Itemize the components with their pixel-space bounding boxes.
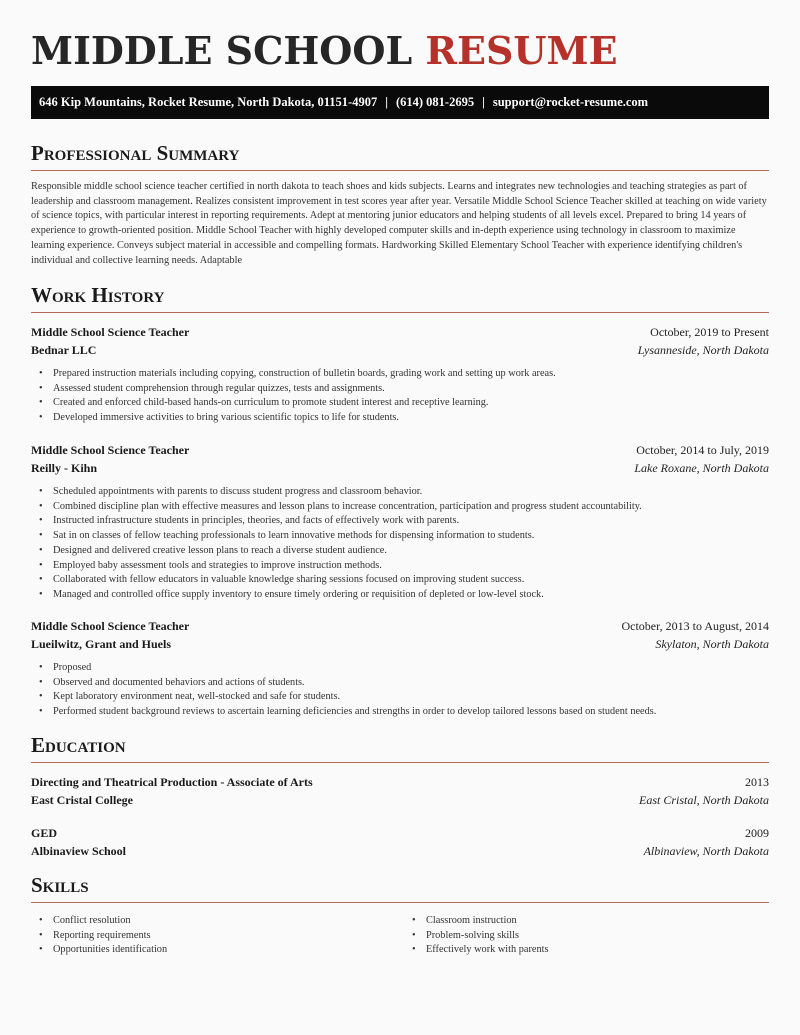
list-item: • Observed and documented behaviors and actions of students. (53, 676, 769, 691)
job-location: Skylaton, North Dakota (655, 637, 769, 651)
job-employer-row (31, 341, 769, 359)
list-item: • Designed and delivered creative lesson plans to reach a diverse student audience. (53, 544, 769, 559)
list-item: • Managed and controlled office supply inventory to ensure timely ordering or requisition of depleted or low-level stock. (53, 588, 769, 603)
job-dates: October, 2014 to July, 2019 (636, 443, 769, 457)
name-accent: RESUME (425, 28, 618, 73)
list-item: • Conflict resolution (53, 914, 391, 929)
job-role: Middle School Science Teacher (31, 619, 190, 633)
job-dates: October, 2013 to August, 2014 (621, 619, 769, 633)
section-title-education: Education (31, 732, 769, 763)
education-school-row (31, 842, 769, 860)
education-location: Albinaview, North Dakota (643, 844, 769, 858)
list-item: • Developed immersive activities to bring various scientific topics to life for students. (53, 411, 769, 426)
list-item: • Opportunities identification (53, 943, 391, 958)
list-item: • Kept laboratory environment neat, well-stocked and safe for students. (53, 690, 769, 705)
contact-separator: | (482, 95, 485, 109)
education-school-row (31, 791, 769, 809)
list-item: • Reporting requirements (53, 929, 391, 944)
name-first: MIDDLE SCHOOL (31, 28, 413, 73)
list-item: • Instructed infrastructure students in principles, theories, and facts of effectively work with parents. (53, 514, 769, 529)
education-school: Albinaview School (31, 844, 127, 858)
job-employer: Reilly - Kihn (31, 461, 98, 475)
list-item: • Prepared instruction materials including copying, construction of bulletin boards, grading work and setting up work areas. (53, 367, 769, 382)
education-year: 2013 (745, 775, 769, 789)
list-item: • Effectively work with parents (426, 943, 769, 958)
contact-email[interactable]: support@rocket-resume.com (492, 95, 649, 109)
skills-list-right (404, 914, 769, 958)
job-employer-row (31, 635, 769, 653)
list-item: • Proposed (53, 661, 769, 676)
section-title-skills: Skills (31, 872, 769, 903)
education-header (31, 824, 769, 842)
list-item: • Collaborated with fellow educators in valuable knowledge sharing sessions focused on improving student success. (53, 573, 769, 588)
list-item: • Created and enforced child-based hands-on curriculum to promote student interest and receptive learning. (53, 396, 769, 411)
job-header (31, 323, 769, 341)
summary-text: Responsible middle school science teacher certified in north dakota to teach shoes and kids subjects. Learns and integrates new technologies and teaching strategies as part of leadership and classroom management. Realizes consistent improvement in test scores year after year. Versatile Middle School Science Teacher skilled at teaching on wide variety of science topics, with particular interest in reporting requirements. Adept at mentoring junior educators and helping students of all levels excel. Prepared to bring 14 years of experience to growth-oriented position. Middle School Teacher with highly developed computer skills and in-depth experience using technology in classroom to maximize learning experience. Conveys subject material in accessible and compelling formats. Hardworking Skilled Elementary School Teacher with experience identifying children's individual and collective learning needs. Adaptable (31, 181, 767, 266)
job-location: Lake Roxane, North Dakota (634, 461, 769, 475)
contact-phone[interactable]: (614) 081-2695 (395, 95, 475, 109)
education-degree: Directing and Theatrical Production - Associate of Arts (31, 775, 313, 789)
job-header (31, 617, 769, 635)
job-role: Middle School Science Teacher (31, 325, 190, 339)
job-dates: October, 2019 to Present (650, 325, 769, 339)
job-location: Lysanneside, North Dakota (637, 343, 769, 357)
education-year: 2009 (745, 826, 769, 840)
job-bullets (31, 367, 769, 426)
list-item: • Assessed student comprehension through regular quizzes, tests and assignments. (53, 382, 769, 397)
skills-list-left (31, 914, 391, 958)
job-employer: Bednar LLC (31, 343, 97, 357)
list-item: • Employed baby assessment tools and strategies to improve instruction methods. (53, 559, 769, 574)
list-item: • Performed student background reviews to ascertain learning deficiencies and strengths in order to develop tailored lessons based on student needs. (53, 705, 769, 720)
section-title-work-history: Work History (31, 282, 769, 313)
contact-separator: | (385, 95, 388, 109)
job-bullets (31, 661, 769, 720)
education-degree: GED (31, 826, 58, 840)
list-item: • Combined discipline plan with effective measures and lesson plans to increase concentration, participation and progress student accountability. (53, 500, 769, 515)
list-item: • Problem-solving skills (426, 929, 769, 944)
contact-address: 646 Kip Mountains, Rocket Resume, North Dakota, 01151-4907 (39, 95, 378, 109)
resume-name (31, 28, 618, 74)
education-header (31, 773, 769, 791)
job-employer: Lueilwitz, Grant and Huels (31, 637, 172, 651)
job-bullets (31, 485, 769, 603)
job-employer-row (31, 459, 769, 477)
contact-bar (31, 86, 769, 119)
list-item: • Classroom instruction (426, 914, 769, 929)
education-school: East Cristal College (31, 793, 133, 807)
education-location: East Cristal, North Dakota (638, 793, 769, 807)
list-item: • Sat in on classes of fellow teaching professionals to learn innovative methods for dispensing information to students. (53, 529, 769, 544)
list-item: • Scheduled appointments with parents to discuss student progress and classroom behavior. (53, 485, 769, 500)
job-role: Middle School Science Teacher (31, 443, 190, 457)
section-title-summary: Professional Summary (31, 140, 769, 171)
job-header (31, 441, 769, 459)
